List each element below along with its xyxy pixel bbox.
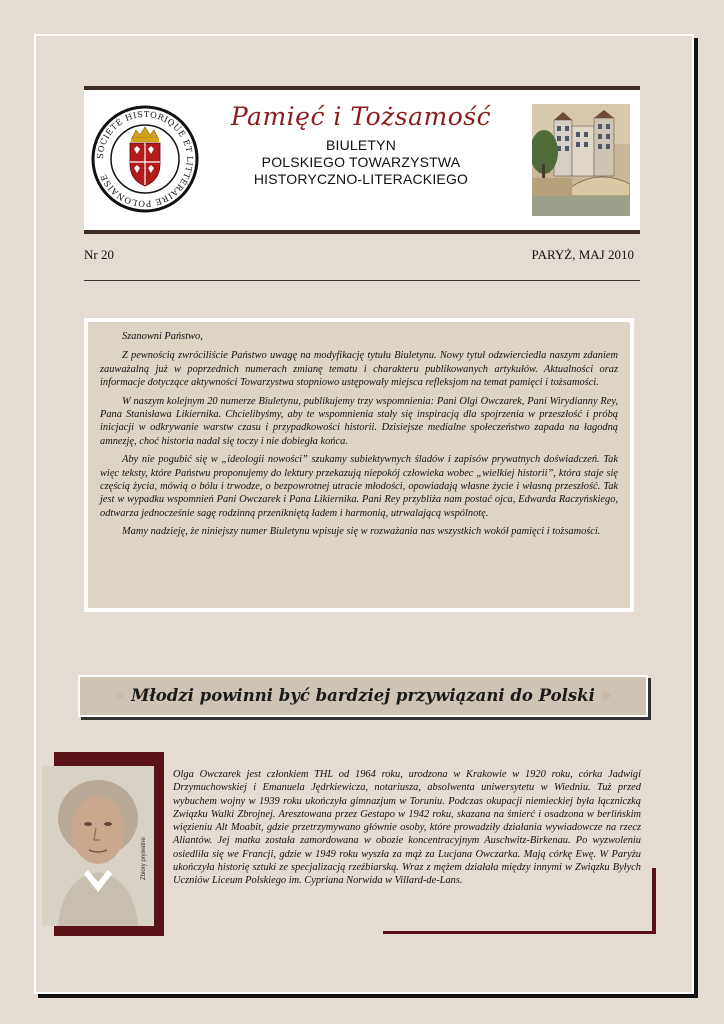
subtitle-line-1: BIULETYN [325,137,397,153]
svg-text:SOCIÉTÉ HISTORIQUE ET LITTÉRAI: SOCIÉTÉ HISTORIQUE ET LITTÉRAIRE POLONAISE [94,108,196,210]
decorative-line-vertical [652,868,656,934]
masthead-text [224,102,498,188]
paris-painting [532,104,630,216]
article-title-banner [78,675,648,717]
editorial-paragraph: W naszym kolejnym 20 numerze Biuletynu, publikujemy trzy wspomnienia: Pani Olgi Owczarek, Pani Wirydianny Rey, Pana Stanisława Likiernika. Chcielibyśmy, aby te wspomnienia stały się inspiracją dla spojrzenia w przeszłość i próbą inicjacji w odkrywanie warstw czasu i przypadkowości historii. Dzisiejsze medialne społeczeństwo zapada na łagodną amnezję, choć historia nadal się toczy i nie dobiegła końca. [100,395,618,447]
article-title: Młodzi powinni być bardziej przywiązani do Polski [131,686,595,705]
editorial-box [84,318,634,612]
editorial-paragraph: Z pewnością zwróciliście Państwo uwagę na modyfikację tytułu Biuletynu. Nowy tytuł odzwierciedla naszym zdaniem zauważalną już w poprzednich numerach zmianę tematu i charakteru publikowanych artykułów. Aktualności oraz informacje dotyczące aktywności Towarzystwa stopniowo ustępowały miejsca refleksjom na temat pamięci i tożsamości. [100,350,618,389]
editorial-paragraph: Mamy nadzieję, że niniejszy numer Biuletynu wpisuje się w rozważania nas wszystkich wokół pamięci i tożsamości. [122,526,601,538]
place-date: PARYŻ, MAJ 2010 [531,247,634,262]
photo-credit: Zbiory prywatne [141,837,147,880]
portrait-photo [42,766,154,926]
biography-text: Olga Owczarek jest członkiem THL od 1964 roku, urodzona w Krakowie w 1920 roku, córka Jadwigi Drzymuchowskiej i Emanuela Jędrkiewicza, notariusza, absolwenta uniwersytetu w Wiedniu. Tuż przed wybuchem wojny w 1939 roku ukończyła gimnazjum w Toruniu. Podczas okupacji niemieckiej była łączniczką Związku Walki Zbrojnej. Aresztowana przez Gestapo w 1942 roku, skazana na śmierć i osadzona w berlińskim więzieniu Alt Moabit, gdzie przetrzymywano głównie osoby, które prowadziły działania wywiadowcze na rzecz Aliantów. Jej matka została zamordowana w obozie koncentracyjnym Auschwitz-Birkenau. Po wyzwoleniu osiedliła się we Francji, gdzie w 1949 roku wyszła za mąż za Lucjana Owczarka. Mają córkę Ewę. W Paryżu ukończyła historię sztuki ze specjalizacją rzeźbiarską. Wraz z mężem działała między innymi w Związku Byłych Uczniów Liceum Polskiego im. Cypriana Norwida w Villard-de-Lans. [173,769,641,887]
quote-close: » [600,686,611,705]
bulletin-title: Pamięć i Tożsamość [230,102,492,131]
subtitle-line-2: POLSKIEGO TOWARZYSTWA [261,154,461,170]
decorative-line-horizontal [383,931,656,934]
subtitle-line-3: HISTORYCZNO-LITERACKIEGO [253,171,469,187]
society-seal [90,104,200,214]
editorial-greeting: Szanowni Państwo, [122,331,203,342]
divider [84,280,640,281]
issue-number: Nr 20 [84,247,114,262]
masthead [84,86,640,234]
editorial-paragraph: Aby nie pogubić się w „ideologii nowości” szukamy subiektywnych śladów i zapisów prywatnych doświadczeń. Tak więc teksty, które Państwu proponujemy do lektury przekazują niepokój człowieka wobec „wielkiej historii”, która staje się częścią życia, mówią o bólu i trwodze, o bezpowrotnej utracie młodości, opowiadają własne życie i własną przeszłość. Tak jest w wypadku wspomnień Pani Owczarek i Pana Likiernika. Pani Rey przybliża nam postać ojca, Edwarda Raczyńskiego, odtwarza jednocześnie sagę rodzinną przenikniętą ładem i harmonią, utrwalającą wspólnotę. [100,454,618,519]
portrait-image [42,766,154,926]
quote-open: « [115,686,126,705]
